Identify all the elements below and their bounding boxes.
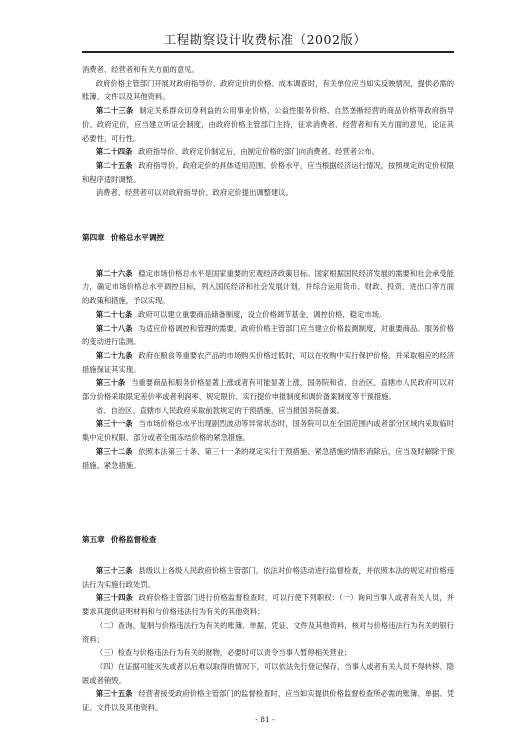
article-number: 第三十五条 <box>95 689 133 699</box>
paragraph <box>82 77 454 104</box>
paragraph <box>82 660 454 687</box>
paragraph-text: （四）在证据可能灭失或者以后难以取得的情况下，可以依法先行登记保存，当事人或者有关人员不得转移、隐匿或者销毁。 <box>82 661 454 685</box>
chapter-4-title: 价格总水平调控 <box>110 233 165 243</box>
paragraph <box>82 159 454 186</box>
paragraph-text: 政府指导价、政府定价的具体适用范围、价格水平，应当根据经济运行情况，按照规定的定价权限和程序适时调整。 <box>82 160 455 184</box>
chapter-4-number: 第四章 <box>82 233 105 243</box>
paragraph-text: 县级以上各级人民政府价格主管部门，依法对价格活动进行监督检查，并依照本法的规定对价格违法行为实施行政处罚。 <box>82 565 455 589</box>
article-number: 第二十三条 <box>95 106 134 116</box>
paragraph-text: 制定关系群众切身利益的公用事业价格、公益性服务价格、自然垄断经营的商品价格等政府指导价、政府定价，应当建立听证会制度，由政府价格主管部门主持，征求消费者、经营者和有关方面的意见，论证其必要性、可行性。 <box>82 106 455 143</box>
chapter-5-title: 价格监督检查 <box>110 535 157 545</box>
paragraph-text: （二）查询、复制与价格违法行为有关的账簿、单据、凭证、文件及其他资料，核对与价格违法行为有关的银行资料； <box>82 620 454 644</box>
page-body <box>82 63 454 715</box>
paragraph-text: 消费者、经营者和有关方面的意见。 <box>82 65 199 74</box>
paragraph <box>82 308 454 322</box>
paragraph <box>82 63 454 77</box>
chapter-5-heading <box>82 533 454 547</box>
chapter-4-heading <box>82 231 454 245</box>
paragraph-text: 当重要商品和服务价格显著上涨或者有可能显著上涨，国务院和省、自治区、直辖市人民政府可以对部分价格采取限定差价率或者利润率、规定限价、实行提价申报制度和调价备案制度等干预措施。 <box>82 378 455 402</box>
chapter-5-number: 第五章 <box>82 535 105 545</box>
paragraph <box>82 564 454 591</box>
paragraph <box>82 591 454 618</box>
article-number: 第三十一条 <box>95 419 133 429</box>
chapter-4-paragraphs <box>82 267 454 473</box>
paragraph-text: 稳定市场价格总水平是国家重要的宏观经济政策目标。国家根据国民经济发展的需要和社会承受能力，确定市场价格总水平调控目标，列入国民经济和社会发展计划，并综合运用货币、财政、投资、进出口等方面的政策和措施，予以实现。 <box>82 268 455 306</box>
paragraph-text: （三）检查与价格违法行为有关的财物，必要时可以责令当事人暂停相关营业； <box>95 648 352 658</box>
running-header-title: 工程勘察设计收费标准（2002版） <box>163 32 367 47</box>
paragraph-text: 消费者、经营者可以对政府指导价、政府定价提出调整建议。 <box>95 188 293 198</box>
header-rule <box>82 51 454 53</box>
paragraph-text: 政府在粮食等重要农产品的市场购买价格过低时，可以在收购中实行保护价格，并采取相应的经济措施保证其实现。 <box>82 350 455 374</box>
paragraph-text: 为适应价格调控和管理的需要，政府价格主管部门应当建立价格监测制度，对重要商品、服务价格的变动进行监测。 <box>82 323 455 347</box>
paragraph <box>82 267 454 308</box>
chapter-5-paragraphs <box>82 564 454 715</box>
article-number: 第二十五条 <box>95 160 133 170</box>
article-number: 第三十条 <box>95 378 126 388</box>
spacer <box>82 200 454 231</box>
article-number: 第二十四条 <box>95 147 133 157</box>
paragraph-text: 政府价格主管部门进行价格监督检查时，可以行使下列职权：（一）询问当事人或者有关人员，并要求其提供证明材料和与价格违法行为有关的其他资料； <box>82 593 454 617</box>
article-number: 第三十二条 <box>95 446 133 456</box>
paragraph-text: 政府指导价、政府定价制定后，由制定价格的部门向消费者、经营者公布。 <box>138 147 379 157</box>
article-number: 第二十七条 <box>95 309 133 319</box>
paragraph-text: 依照本法第三十条、第三十一条的规定实行干预措施、紧急措施的情形消除后，应当及时解除干预措施、紧急措施。 <box>82 446 455 470</box>
paragraph <box>82 646 454 660</box>
paragraph <box>82 404 454 418</box>
paragraph <box>82 349 454 376</box>
paragraph <box>82 687 454 714</box>
paragraph <box>82 145 454 159</box>
paragraph-text: 政府价格主管部门开展对政府指导价、政府定价的价格、成本调查时，有关单位应当如实反映情况，提供必需的账簿、文件以及其他资料。 <box>82 78 454 102</box>
paragraph-text: 政府可以建立重要商品储备制度，设立价格调节基金，调控价格，稳定市场。 <box>138 309 387 319</box>
paragraph-text: 当市场价格总水平出现剧烈波动等异常状态时，国务院可以在全国范围内或者部分区域内采取临时集中定价权限、部分或者全面冻结价格的紧急措施。 <box>82 419 455 443</box>
paragraph-text: 省、自治区、直辖市人民政府采取前款规定的干预措施，应当报国务院备案。 <box>95 405 344 415</box>
page-number: - 81 - <box>255 715 275 724</box>
paragraph <box>82 376 454 403</box>
paragraph <box>82 104 454 145</box>
spacer <box>82 245 454 267</box>
paragraph <box>82 417 454 444</box>
opening-paragraphs <box>82 63 454 200</box>
paragraph <box>82 322 454 349</box>
article-number: 第二十八条 <box>95 323 133 333</box>
paragraph <box>82 445 454 472</box>
article-number: 第三十三条 <box>95 565 133 575</box>
article-number: 第二十九条 <box>95 350 133 360</box>
article-number: 第二十六条 <box>95 268 133 278</box>
paragraph <box>82 619 454 646</box>
spacer <box>82 547 454 564</box>
paragraph <box>82 186 454 200</box>
paragraph-text: 经营者接受政府价格主管部门的监督检查时，应当如实提供价格监督检查所必需的账簿、单据、凭证、文件以及其他资料。 <box>82 689 455 713</box>
article-number: 第三十四条 <box>95 593 133 603</box>
spacer <box>82 472 454 533</box>
